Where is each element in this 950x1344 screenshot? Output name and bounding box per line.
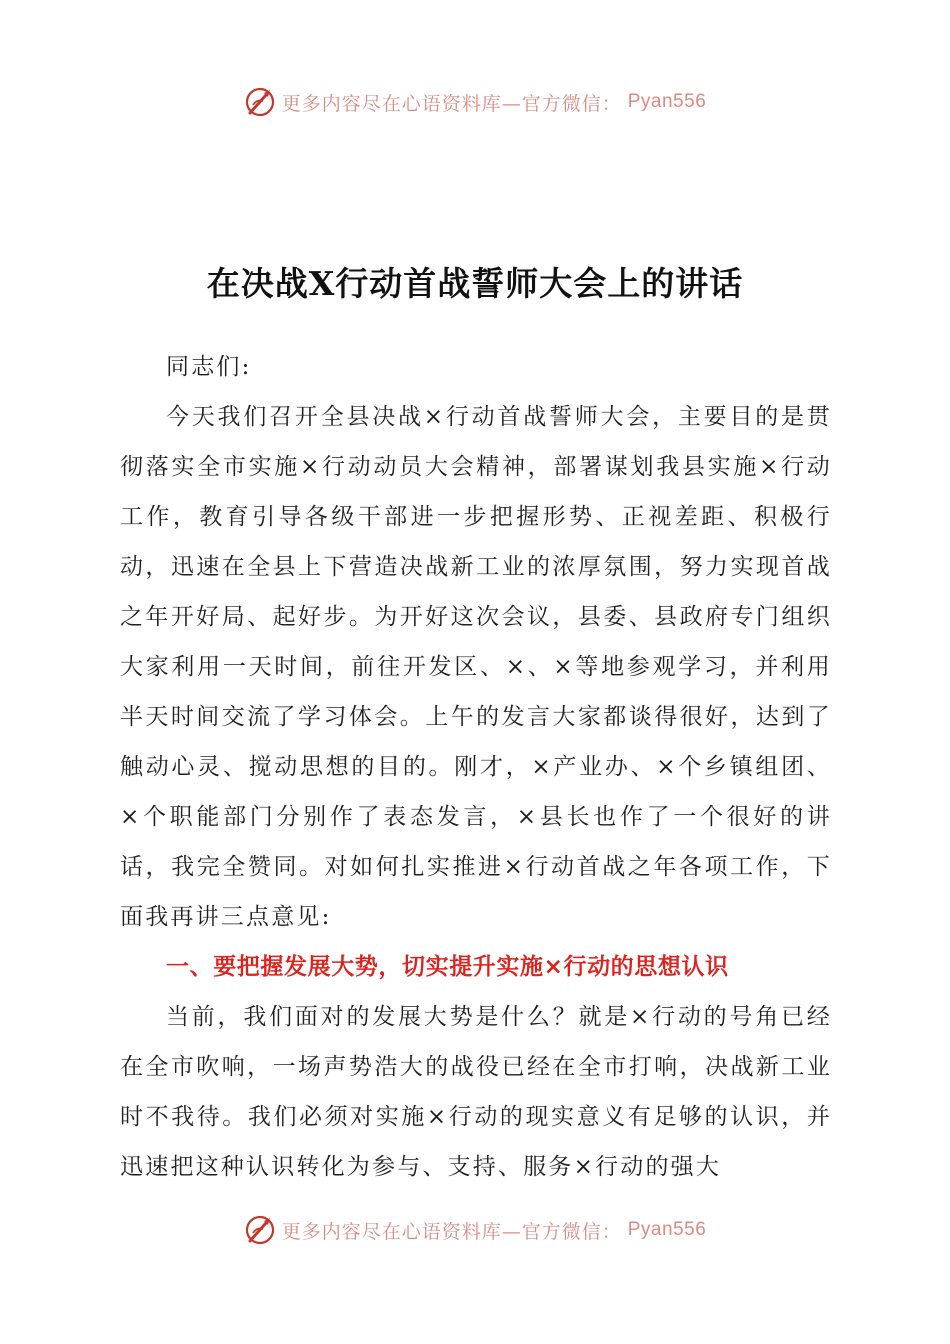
greeting: 同志们: [166, 354, 252, 380]
document-title: 在决战X行动首战誓师大会上的讲话 [206, 264, 744, 303]
pen-circle-logo-icon [244, 86, 276, 118]
section-heading-1: 一、要把握发展大势，切实提升实施×行动的思想认识 [166, 954, 729, 980]
watermark-text: 更多内容尽在心语资料库—官方微信： [281, 92, 622, 115]
pen-circle-logo-icon [244, 1214, 276, 1246]
watermark-wechat-id: Pyan556 [627, 91, 707, 112]
document-body [120, 342, 832, 1192]
watermark-wechat-id: Pyan556 [627, 1219, 707, 1240]
watermark-text: 更多内容尽在心语资料库—官方微信： [281, 1220, 622, 1243]
footer-watermark [0, 1210, 950, 1250]
paragraph-intro: 今天我们召开全县决战×行动首战誓师大会，主要目的是贯彻落实全市实施×行动动员大会精神，部署谋划我县实施×行动工作，教育引导各级干部进一步把握形势、正视差距、积极行动，迅速在全县上下营造决战新工业的浓厚氛围，努力实现首战之年开好局、起好步。为开好这次会议，县委、县政府专门组织大家利用一天时间，前往开发区、×、×等地参观学习，并利用半天时间交流了学习体会。上午的发言大家都谈得很好，达到了触动心灵、搅动思想的目的。刚才，×产业办、×个乡镇组团、×个职能部门分别作了表态发言，×县长也作了一个很好的讲话，我完全赞同。对如何扎实推进×行动首战之年各项工作，下面我再讲三点意见: [120, 404, 832, 930]
header-watermark [0, 82, 950, 122]
paragraph-section-1: 当前，我们面对的发展大势是什么？就是×行动的号角已经在全市吹响，一场声势浩大的战役已经在全市打响，决战新工业时不我待。我们必须对实施×行动的现实意义有足够的认识，并迅速把这种认识转化为参与、支持、服务×行动的强大 [120, 1004, 832, 1180]
